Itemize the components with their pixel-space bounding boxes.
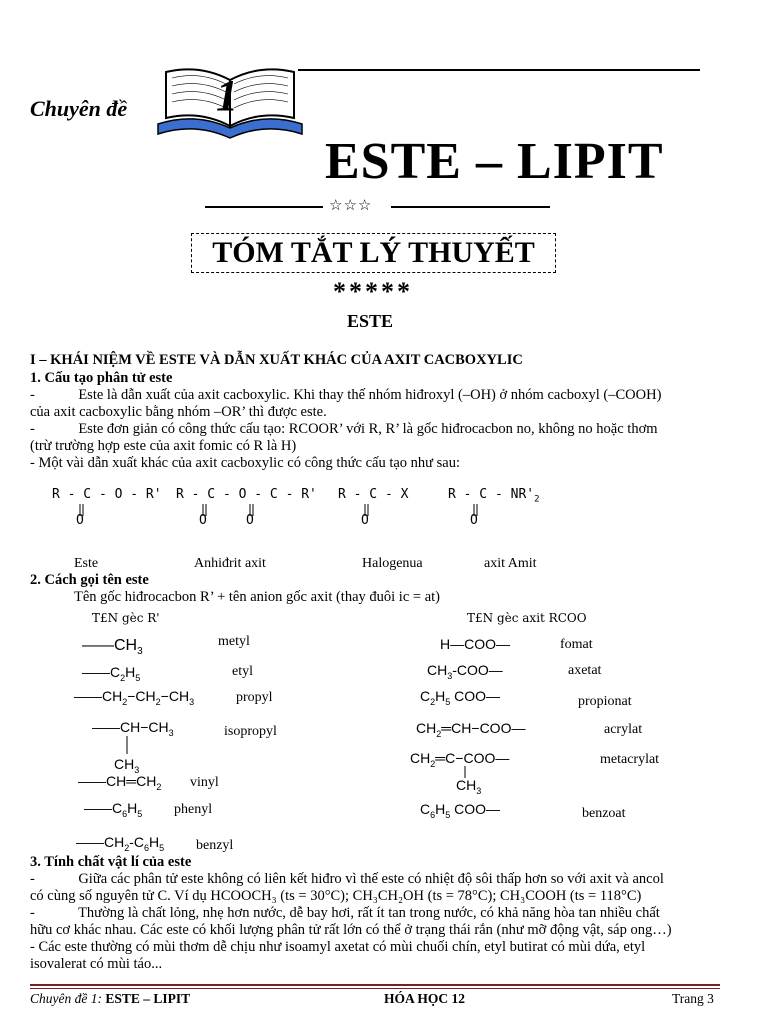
chuyen-de-label: Chuyên đề bbox=[30, 96, 128, 121]
formula-acrylate: $CH_2═CH-COO—$ bbox=[416, 720, 526, 739]
paragraph-line: có cùng số nguyên tử C. Ví dụ HCOOCH₃ (ts = 30°C); CH₃CH₂OH (ts = 78°C); CH₃COOH (ts = 118°C) bbox=[30, 888, 642, 904]
structure-formula: R - C - $NR'_2$ bbox=[448, 487, 540, 505]
formula-hcoo: H—COO— bbox=[440, 636, 510, 652]
footer-left: Chuyên đề 1: ESTE – LIPIT bbox=[30, 991, 191, 1006]
isopropyl-bond bbox=[124, 736, 130, 756]
summary-box bbox=[191, 233, 556, 273]
title-ornament bbox=[205, 198, 550, 214]
paragraph-line: - Este đơn giản có công thức cấu tạo: RCOOR’ với R, R’ là gốc hiđrocacbon no, không no hoặc thơm bbox=[30, 421, 658, 437]
carbonyl-bonds bbox=[0, 500, 768, 530]
section-title: ESTE bbox=[347, 311, 394, 331]
structure-formula: R - C - X bbox=[338, 487, 409, 502]
formula-benzyl: $——CH_2-C_6H_5$ bbox=[76, 834, 165, 853]
radical-header: T£N gèc R' bbox=[92, 611, 160, 625]
radical-name: propyl bbox=[236, 690, 273, 705]
formula-isopropyl: $——CH-CH_3$ bbox=[92, 719, 174, 738]
radical-name: metyl bbox=[218, 634, 250, 649]
structure-label: Halogenua bbox=[362, 556, 423, 571]
structure-formula: R - C - O - R' bbox=[52, 487, 162, 502]
header-rule bbox=[298, 69, 700, 71]
radical-name: isopropyl bbox=[224, 724, 277, 739]
anion-name: benzoat bbox=[582, 806, 626, 821]
structure-label: Anhiđrit axit bbox=[194, 556, 266, 571]
paragraph-line: - Một vài dẫn xuất khác của axit cacboxylic có công thức cấu tạo như sau: bbox=[30, 455, 461, 471]
paragraph-line: hữu cơ khác nhau. Các este có khối lượng phân tử rất lớn có thể ở trạng thái rắn (như mỡ động vật, sáp ong…) bbox=[30, 922, 672, 938]
footer-rule bbox=[30, 984, 720, 986]
ornament-stars: ☆☆☆ bbox=[329, 198, 373, 214]
anion-name: metacrylat bbox=[600, 752, 660, 767]
anion-name: axetat bbox=[568, 663, 602, 678]
formula-benzoate: $C_6H_5$ COO— bbox=[420, 801, 501, 820]
radical-name: benzyl bbox=[196, 838, 234, 853]
chapter-number: 1 bbox=[216, 71, 238, 120]
section-heading: I – KHÁI NIỆM VỀ ESTE VÀ DẪN XUẤT KHÁC CỦA AXIT CACBOXYLIC bbox=[30, 352, 523, 368]
radical-name: etyl bbox=[232, 664, 253, 679]
formula-isopropyl-ch3: $CH_3$ bbox=[114, 756, 140, 775]
open-book-icon bbox=[150, 62, 310, 142]
formula-methacrylate-ch3: $CH_3$ bbox=[456, 777, 482, 796]
paragraph-line: (trừ trường hợp este của axit fomic có R là H) bbox=[30, 438, 297, 454]
formula-ch3: $——CH_3$ bbox=[82, 637, 143, 658]
footer-center: HÓA HỌC 12 bbox=[384, 991, 466, 1006]
paragraph-line: của axit cacboxylic bằng nhóm –OR’ thì được este. bbox=[30, 404, 327, 420]
formula-propyl: $——CH_2-CH_2-CH_3$ bbox=[74, 688, 195, 707]
formula-methacrylate: $CH_2═C-COO—$ bbox=[410, 750, 510, 769]
formula-phenyl: $——C_6H_5$ bbox=[84, 800, 143, 819]
anion-name: fomat bbox=[560, 637, 593, 652]
summary-title: TÓM TẮT LÝ THUYẾT bbox=[212, 236, 535, 269]
formula-c2h5: $——C_2H_5$ bbox=[82, 664, 141, 683]
oxygen-atom: O bbox=[361, 513, 369, 528]
radical-name: phenyl bbox=[174, 802, 213, 817]
paragraph-line: - Giữa các phân tử este không có liên kết hiđro vì thế este có nhiệt độ sôi thấp hơn so với axit và ancol bbox=[30, 871, 664, 887]
formula-ch3coo: $CH_3-COO—$ bbox=[427, 662, 503, 681]
radical-name: vinyl bbox=[190, 775, 219, 790]
subheading-1: 1. Cấu tạo phân tử este bbox=[30, 370, 173, 386]
structure-label: axit Amit bbox=[484, 556, 537, 571]
oxygen-atom: O bbox=[199, 513, 207, 528]
paragraph-line: - Este là dẫn xuất của axit cacboxylic. Khi thay thế nhóm hiđroxyl (–OH) ở nhóm cacboxyl (–COOH) bbox=[30, 387, 662, 403]
formula-c2h5coo: $C_2H_5$ COO— bbox=[420, 688, 501, 707]
stars-divider: ***** bbox=[333, 277, 413, 306]
paragraph-line: - Các este thường có mùi thơm dễ chịu như isoamyl axetat có mùi chuối chín, etyl butirat có mùi dứa, etyl bbox=[30, 939, 646, 955]
page-number: Trang 3 bbox=[672, 991, 714, 1006]
footer-rule-thin bbox=[30, 988, 720, 989]
oxygen-atom: O bbox=[76, 513, 84, 528]
subheading-3: 3. Tính chất vật lí của este bbox=[30, 854, 192, 870]
structure-label: Este bbox=[74, 556, 99, 571]
anion-name: propionat bbox=[578, 694, 632, 709]
anion-header: T£N gèc axit RCOO bbox=[467, 611, 587, 625]
paragraph-line: - Thường là chất lỏng, nhẹ hơn nước, dễ bay hơi, rất ít tan trong nước, có khả năng hòa tan nhiều chất bbox=[30, 905, 660, 921]
oxygen-atom: O bbox=[470, 513, 478, 528]
anion-name: acrylat bbox=[604, 722, 643, 737]
naming-rule: Tên gốc hiđrocacbon R’ + tên anion gốc axit (thay đuôi ic = at) bbox=[74, 589, 440, 605]
oxygen-atom: O bbox=[246, 513, 254, 528]
paragraph-line: isovalerat có mùi táo... bbox=[30, 956, 163, 972]
main-title: ESTE – LIPIT bbox=[325, 133, 664, 190]
structure-formula: R - C - O - C - R' bbox=[176, 487, 317, 502]
subheading-2: 2. Cách gọi tên este bbox=[30, 572, 149, 588]
formula-vinyl: $——CH═CH_2$ bbox=[78, 773, 162, 792]
